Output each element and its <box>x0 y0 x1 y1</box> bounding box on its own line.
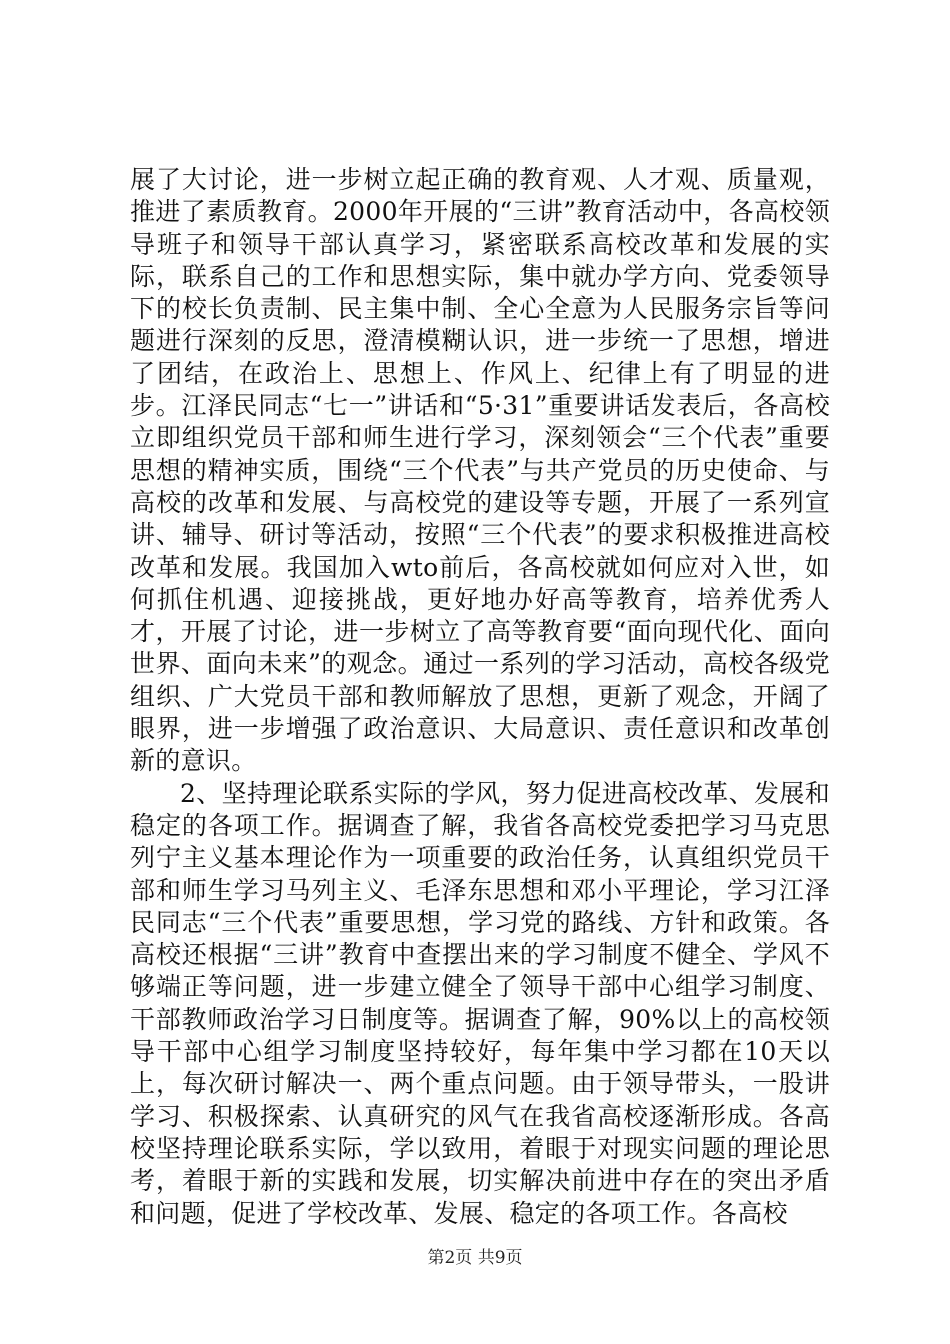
body-paragraph-2: 2、坚持理论联系实际的学风，努力促进高校改革、发展和稳定的各项工作。据调查了解，我省各高校党委把学习马克思列宁主义基本理论作为一项重要的政治任务，认真组织党员干部和师生学习马列主义、毛泽东思想和邓小平理论，学习江泽民同志“三个代表”重要思想，学习党的路线、方针和政策。各高校还根据“三讲”教育中查摆出来的学习制度不健全、学风不够端正等问题，进一步建立健全了领导干部中心组学习制度、干部教师政治学习日制度等。据调查了解，90%以上的高校领导干部中心组学习制度坚持较好，每年集中学习都在10天以上，每次研讨解决一、两个重点问题。由于领导带头，一股讲学习、积极探索、认真研究的风气在我省高校逐渐形成。各高校坚持理论联系实际，学以致用，着眼于对现实问题的理论思考，着眼于新的实践和发展，切实解决前进中存在的突出矛盾和问题，促进了学校改革、发展、稳定的各项工作。各高校 <box>130 778 830 1228</box>
body-paragraph-1: 展了大讨论，进一步树立起正确的教育观、人才观、质量观，推进了素质教育。2000年开展的“三讲”教育活动中，各高校领导班子和领导干部认真学习，紧密联系高校改革和发展的实际，联系自己的工作和思想实际，集中就办学方向、党委领导下的校长负责制、民主集中制、全心全意为人民服务宗旨等问题进行深刻的反思，澄清模糊认识，进一步统一了思想，增进了团结，在政治上、思想上、作风上、纪律上有了明显的进步。江泽民同志“七一”讲话和“5·31”重要讲话发表后，各高校立即组织党员干部和师生进行学习，深刻领会“三个代表”重要思想的精神实质，围绕“三个代表”与共产党员的历史使命、与高校的改革和发展、与高校党的建设等专题，开展了一系列宣讲、辅导、研讨等活动，按照“三个代表”的要求积极推进高校改革和发展。我国加入wto前后，各高校就如何应对入世，如何抓住机遇、迎接挑战，更好地办好高等教育，培养优秀人才，开展了讨论，进一步树立了高等教育要“面向现代化、面向世界、面向未来”的观念。通过一系列的学习活动，高校各级党组织、广大党员干部和教师解放了思想，更新了观念，开阔了眼界，进一步增强了政治意识、大局意识、责任意识和改革创新的意识。 <box>130 165 830 776</box>
document-body <box>130 164 830 1230</box>
page-footer: 第2页 共9页 <box>427 1248 523 1268</box>
